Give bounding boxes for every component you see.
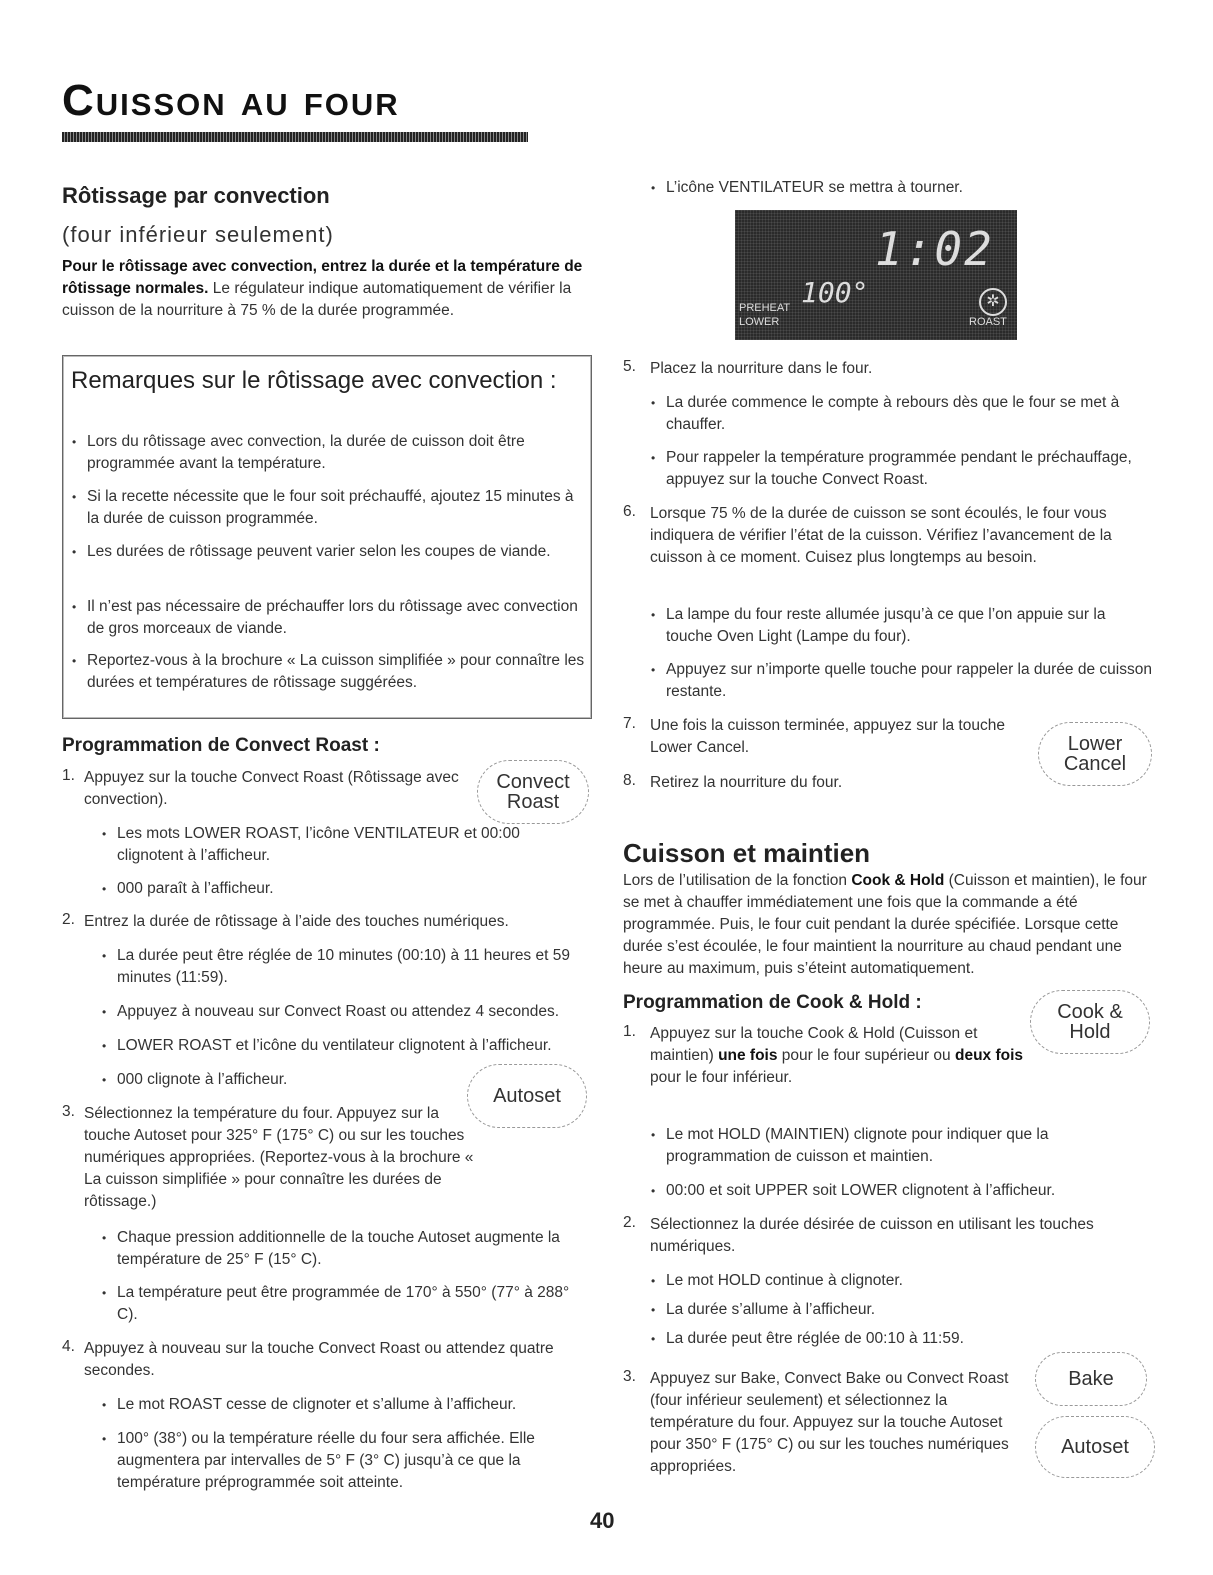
intro-text: Le régulateur indique automatiquement de vérifier la cuisson de la nourriture à 75 % de la durée programmée.	[62, 280, 572, 319]
step-4-bullet: • 100° (38°) ou la température réelle du four sera affichée. Elle augmentera par intervalles de 5° F (3° C) jusqu’à ce que la température préprogrammée soit atteinte.	[117, 1428, 592, 1494]
step-number: 5.	[623, 358, 636, 375]
hold-step-1-bullet: • Le mot HOLD (MAINTIEN) clignote pour indiquer que la programmation de cuisson et maintien.	[666, 1124, 1136, 1168]
display-temp: 100°	[801, 276, 869, 309]
step-2-bullet: • Appuyez à nouveau sur Convect Roast ou attendez 4 secondes.	[117, 1001, 592, 1023]
display-time: 1:02	[875, 222, 994, 276]
step-number: 2.	[62, 911, 75, 928]
convect-roast-key[interactable]	[477, 760, 589, 824]
note-item: • Reportez-vous à la brochure « La cuisson simplifiée » pour connaître les durées et températures de rôtissage suggérées.	[87, 650, 587, 694]
cook-hold-key[interactable]	[1030, 990, 1150, 1054]
hold-intro-text: (Cuisson et maintien), le four se met à chauffer immédiatement une fois que la commande a été programmée. Puis, le four cuit pendant la durée spécifiée. Lorsque cette durée s’est écoulée, le four maintient la nourriture au chaud pendant une heure au maximum, puis s’éteint automatiquement.	[623, 872, 1147, 977]
step-3: Sélectionnez la température du four. Appuyez sur la touche Autoset pour 325° F (175° C) ou sur les touches numériques appropriées. (Reportez-vous à la brochure « La cuisson simplifiée » pour connaître les durées de rôtissage.)	[84, 1105, 474, 1210]
step-number: 2.	[623, 1214, 636, 1231]
page-number: 40	[590, 1508, 615, 1533]
note-item: • Si la recette nécessite que le four soit préchauffé, ajoutez 15 minutes à la durée de cuisson programmée.	[87, 486, 587, 530]
step-7: Une fois la cuisson terminée, appuyez sur la touche Lower Cancel.	[650, 717, 1005, 756]
intro-paragraph	[62, 256, 590, 322]
step-number: 7.	[623, 715, 636, 732]
step-number: 4.	[62, 1338, 75, 1355]
oven-display	[735, 210, 1017, 340]
hold-step-1-bold: une fois	[718, 1047, 778, 1064]
hold-step-2: Sélectionnez la durée désirée de cuisson en utilisant les touches numériques.	[650, 1216, 1094, 1255]
step-2-bullet: • LOWER ROAST et l’icône du ventilateur clignotent à l’afficheur.	[117, 1035, 592, 1057]
hold-step-2-bullet: • La durée peut être réglée de 00:10 à 11:59.	[666, 1328, 1136, 1350]
key-line: Lower	[1067, 733, 1123, 755]
page-title: Cuisson au four	[62, 76, 400, 125]
hold-step-1-text: pour le four supérieur ou	[777, 1047, 955, 1064]
step-number: 3.	[62, 1103, 75, 1120]
step-5-bullet: • Pour rappeler la température programmée pendant le préchauffage, appuyez sur la touche Convect Roast.	[666, 447, 1136, 491]
key-line: Convect	[496, 771, 570, 793]
note-item: • Les durées de rôtissage peuvent varier selon les coupes de viande.	[87, 541, 587, 563]
step-4-bullet: • Le mot ROAST cesse de clignoter et s’allume à l’afficheur.	[117, 1394, 592, 1416]
section-subheading: (four inférieur seulement)	[62, 222, 334, 247]
key-line: Roast	[506, 791, 560, 813]
step-number: 6.	[623, 503, 636, 520]
bake-key[interactable]: Bake	[1035, 1352, 1147, 1406]
intro-bold: Pour le rôtissage avec convection, entrez la durée et la température de rôtissage normales.	[62, 258, 583, 297]
step-3-bullet: • La température peut être programmée de 170° à 550° (77° à 288° C).	[117, 1282, 592, 1326]
hold-intro	[623, 870, 1153, 980]
step-6-bullet: • La lampe du four reste allumée jusqu’à ce que l’on appuie sur la touche Oven Light (Lampe du four).	[666, 604, 1156, 648]
autoset-key[interactable]: Autoset	[467, 1064, 587, 1128]
step-2-bullet: • 000 clignote à l’afficheur.	[117, 1069, 592, 1091]
convect-roast-prog-heading: Programmation de Convect Roast :	[62, 735, 380, 756]
step-8: Retirez la nourriture du four.	[650, 774, 843, 791]
hold-step-2-bullet: • Le mot HOLD continue à clignoter.	[666, 1270, 1136, 1292]
key-line: Hold	[1069, 1021, 1111, 1043]
step-1: Appuyez sur la touche Convect Roast (Rôtissage avec convection).	[84, 769, 459, 808]
lower-cancel-key[interactable]	[1038, 722, 1152, 786]
step-number: 3.	[623, 1368, 636, 1385]
step-1-bullet: • Les mots LOWER ROAST, l’icône VENTILATEUR et 00:00 clignotent à l’afficheur.	[117, 823, 587, 867]
section-heading-convection: Rôtissage par convection	[62, 183, 330, 208]
step-6: Lorsque 75 % de la durée de cuisson se sont écoulés, le four vous indiquera de vérifier l’état de la cuisson. Vérifiez l’avancement de la cuisson à ce moment. Cuisez plus longtemps au besoin.	[650, 505, 1112, 566]
step-number: 8.	[623, 772, 636, 789]
fan-icon: ✲	[979, 288, 1007, 316]
note-item: • Lors du rôtissage avec convection, la durée de cuisson doit être programmée avant la température.	[87, 431, 587, 475]
hold-step-1-text: pour le four inférieur.	[650, 1069, 793, 1086]
hold-step-2-bullet: • La durée s’allume à l’afficheur.	[666, 1299, 1136, 1321]
step-5-bullet: • La durée commence le compte à rebours dès que le four se met à chauffer.	[666, 392, 1136, 436]
autoset-key-2[interactable]: Autoset	[1035, 1416, 1155, 1478]
hold-step-1-bold: deux fois	[954, 1047, 1024, 1064]
step-4: Appuyez à nouveau sur la touche Convect Roast ou attendez quatre secondes.	[84, 1340, 554, 1379]
key-line: Cook &	[1057, 1001, 1123, 1023]
note-item: • Il n’est pas nécessaire de préchauffer lors du rôtissage avec convection de gros morceaux de viande.	[87, 596, 587, 640]
display-preheat: PREHEAT	[739, 302, 791, 314]
cook-hold-prog-heading: Programmation de Cook & Hold :	[623, 992, 922, 1013]
hold-intro-bold: Cook & Hold	[851, 872, 945, 889]
step-2: Entrez la durée de rôtissage à l’aide des touches numériques.	[84, 913, 509, 930]
step-number: 1.	[623, 1023, 636, 1040]
title-rule	[62, 132, 528, 142]
step-1-bullet: • 000 paraît à l’afficheur.	[117, 878, 587, 900]
hold-step-1-text: Appuyez sur la touche Cook & Hold (Cuisson et maintien)	[650, 1025, 978, 1064]
step-5: Placez la nourriture dans le four.	[650, 360, 873, 377]
display-lower: LOWER	[739, 316, 780, 328]
key-line: Cancel	[1063, 753, 1127, 775]
fan-bullet: • L’icône VENTILATEUR se mettra à tourner.	[666, 177, 1186, 199]
step-6-bullet: • Appuyez sur n’importe quelle touche pour rappeler la durée de cuisson restante.	[666, 659, 1156, 703]
display-roast: ROAST	[969, 316, 1007, 328]
hold-step-3: Appuyez sur Bake, Convect Bake ou Convect Roast (four inférieur seulement) et sélectionnez la température du four. Appuyez sur la touche Autoset pour 350° F (175° C) ou sur les touches numériques appropriées.	[650, 1370, 1009, 1475]
hold-step-1	[650, 1023, 1040, 1089]
notes-heading: Remarques sur le rôtissage avec convection :	[71, 367, 557, 394]
hold-step-1-bullet: • 00:00 et soit UPPER soit LOWER clignotent à l’afficheur.	[666, 1180, 1136, 1202]
notes-box	[62, 355, 592, 719]
step-2-bullet: • La durée peut être réglée de 10 minutes (00:10) à 11 heures et 59 minutes (11:59).	[117, 945, 592, 989]
section-heading-hold: Cuisson et maintien	[623, 838, 871, 868]
hold-intro-text: Lors de l’utilisation de la fonction	[623, 872, 852, 889]
step-3-bullet: • Chaque pression additionnelle de la touche Autoset augmente la température de 25° F (15° C).	[117, 1227, 592, 1271]
step-number: 1.	[62, 767, 75, 784]
